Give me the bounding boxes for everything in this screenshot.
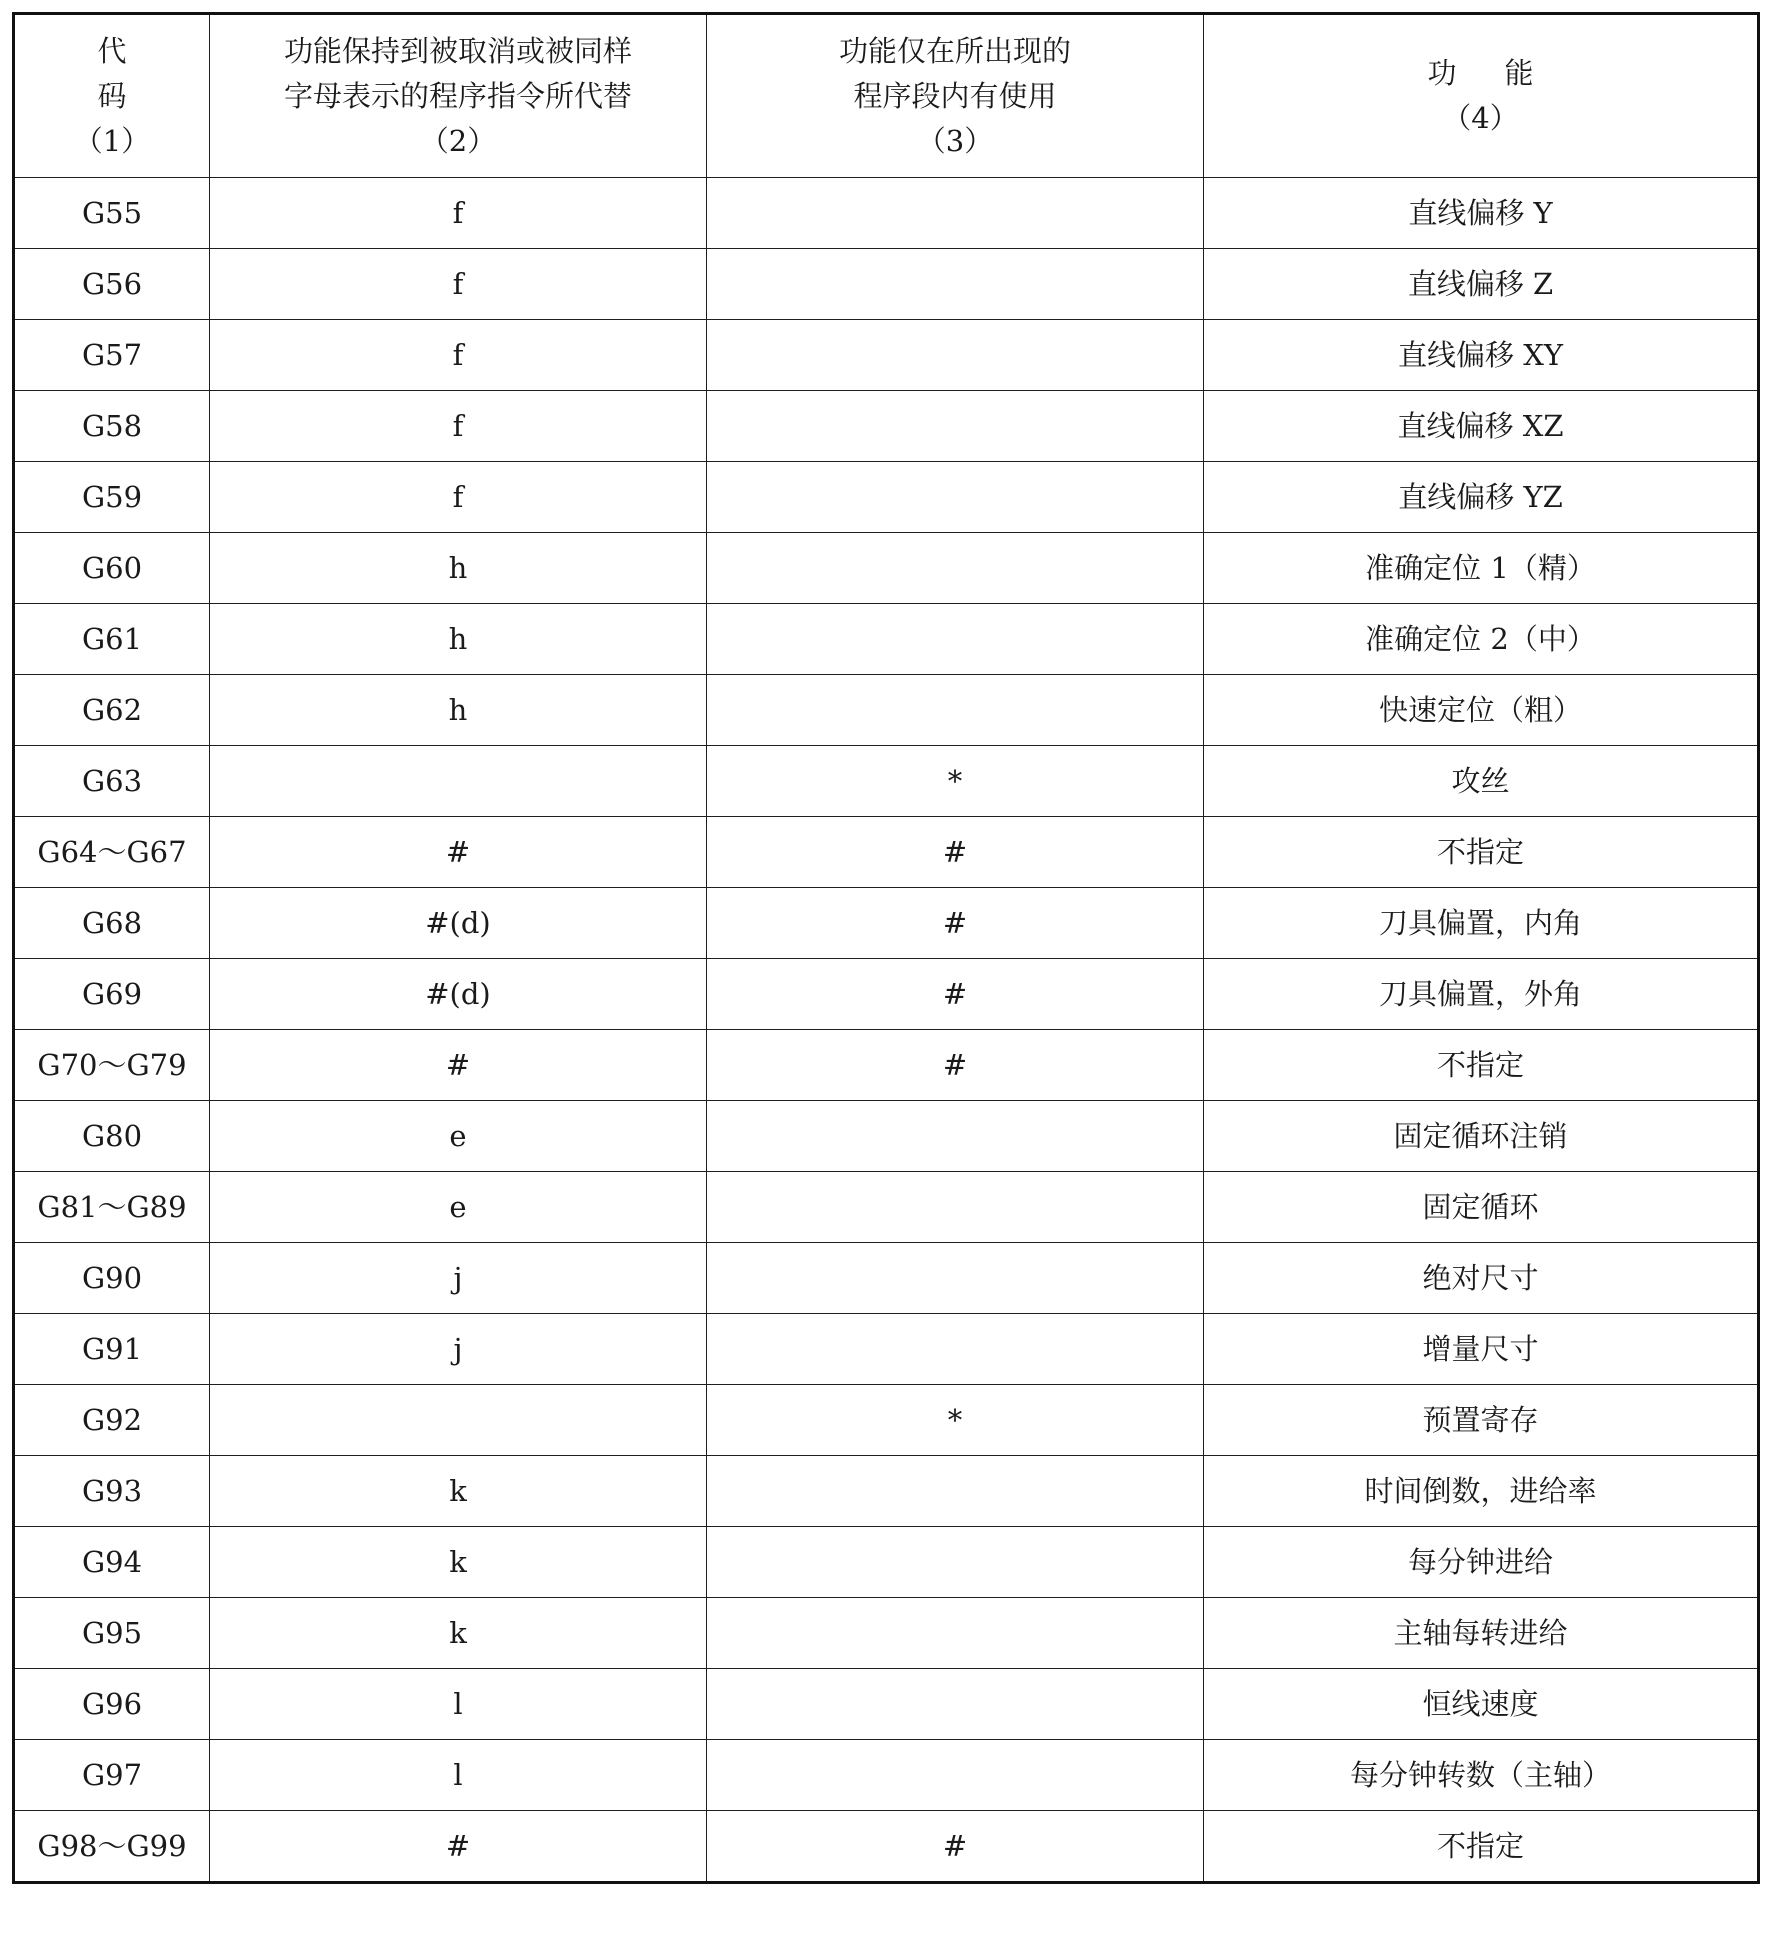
modal-group-cell: e bbox=[210, 1172, 707, 1243]
header-modal-number: （2） bbox=[419, 123, 497, 158]
function-cell: 预置寄存 bbox=[1204, 1385, 1759, 1456]
table-row bbox=[14, 462, 1759, 533]
function-cell: 不指定 bbox=[1204, 817, 1759, 888]
table-row bbox=[14, 746, 1759, 817]
block-only-cell bbox=[707, 1314, 1204, 1385]
code-cell: G80 bbox=[14, 1101, 210, 1172]
header-row bbox=[14, 14, 1759, 178]
modal-group-cell: f bbox=[210, 320, 707, 391]
modal-group-cell: l bbox=[210, 1740, 707, 1811]
modal-group-cell: k bbox=[210, 1456, 707, 1527]
table-body bbox=[14, 178, 1759, 1883]
code-cell: G92 bbox=[14, 1385, 210, 1456]
code-cell: G69 bbox=[14, 959, 210, 1030]
header-block-number: （3） bbox=[916, 123, 994, 158]
modal-group-cell: # bbox=[210, 1811, 707, 1883]
code-cell: G63 bbox=[14, 746, 210, 817]
code-cell: G96 bbox=[14, 1669, 210, 1740]
header-function-title: 功能 bbox=[1427, 56, 1582, 90]
block-only-cell: # bbox=[707, 1811, 1204, 1883]
modal-group-cell bbox=[210, 1385, 707, 1456]
block-only-cell: # bbox=[707, 817, 1204, 888]
function-cell: 时间倒数，进给率 bbox=[1204, 1456, 1759, 1527]
function-cell: 主轴每转进给 bbox=[1204, 1598, 1759, 1669]
table-row bbox=[14, 1243, 1759, 1314]
code-cell: G97 bbox=[14, 1740, 210, 1811]
header-code-title: 代码 bbox=[97, 33, 175, 113]
header-modal-line2: 字母表示的程序指令所代替 bbox=[283, 78, 632, 113]
table-row bbox=[14, 959, 1759, 1030]
gcode-function-table bbox=[12, 12, 1760, 1884]
function-cell: 攻丝 bbox=[1204, 746, 1759, 817]
block-only-cell bbox=[707, 675, 1204, 746]
function-cell: 每分钟进给 bbox=[1204, 1527, 1759, 1598]
code-cell: G60 bbox=[14, 533, 210, 604]
modal-group-cell: #(d) bbox=[210, 888, 707, 959]
function-cell: 直线偏移 XY bbox=[1204, 320, 1759, 391]
block-only-cell bbox=[707, 462, 1204, 533]
block-only-cell bbox=[707, 391, 1204, 462]
modal-group-cell: h bbox=[210, 533, 707, 604]
code-cell: G58 bbox=[14, 391, 210, 462]
modal-group-cell: k bbox=[210, 1598, 707, 1669]
header-code bbox=[14, 14, 210, 178]
function-cell: 直线偏移 YZ bbox=[1204, 462, 1759, 533]
header-function-number: （4） bbox=[1442, 101, 1519, 135]
block-only-cell: * bbox=[707, 746, 1204, 817]
function-cell: 固定循环 bbox=[1204, 1172, 1759, 1243]
table-row bbox=[14, 1527, 1759, 1598]
function-cell: 直线偏移 Y bbox=[1204, 178, 1759, 249]
table-row bbox=[14, 888, 1759, 959]
block-only-cell bbox=[707, 1243, 1204, 1314]
table-row bbox=[14, 1740, 1759, 1811]
code-cell: G98～G99 bbox=[14, 1811, 210, 1883]
table-row bbox=[14, 391, 1759, 462]
code-cell: G56 bbox=[14, 249, 210, 320]
block-only-cell: # bbox=[707, 1030, 1204, 1101]
block-only-cell bbox=[707, 1740, 1204, 1811]
modal-group-cell: h bbox=[210, 675, 707, 746]
function-cell: 增量尺寸 bbox=[1204, 1314, 1759, 1385]
table-row bbox=[14, 1385, 1759, 1456]
block-only-cell bbox=[707, 533, 1204, 604]
table-row bbox=[14, 1172, 1759, 1243]
function-cell: 恒线速度 bbox=[1204, 1669, 1759, 1740]
code-cell: G57 bbox=[14, 320, 210, 391]
header-modal bbox=[210, 14, 707, 178]
code-cell: G95 bbox=[14, 1598, 210, 1669]
table-row bbox=[14, 604, 1759, 675]
modal-group-cell: l bbox=[210, 1669, 707, 1740]
table-row bbox=[14, 1314, 1759, 1385]
code-cell: G62 bbox=[14, 675, 210, 746]
function-cell: 每分钟转数（主轴） bbox=[1204, 1740, 1759, 1811]
table-row bbox=[14, 675, 1759, 746]
function-cell: 固定循环注销 bbox=[1204, 1101, 1759, 1172]
modal-group-cell: h bbox=[210, 604, 707, 675]
modal-group-cell: e bbox=[210, 1101, 707, 1172]
block-only-cell bbox=[707, 1527, 1204, 1598]
table-row bbox=[14, 1669, 1759, 1740]
code-cell: G91 bbox=[14, 1314, 210, 1385]
modal-group-cell bbox=[210, 746, 707, 817]
function-cell: 刀具偏置，外角 bbox=[1204, 959, 1759, 1030]
function-cell: 准确定位 2（中） bbox=[1204, 604, 1759, 675]
table-row bbox=[14, 1598, 1759, 1669]
modal-group-cell: j bbox=[210, 1314, 707, 1385]
table-header bbox=[14, 14, 1759, 178]
table-row bbox=[14, 178, 1759, 249]
header-block-only bbox=[707, 14, 1204, 178]
header-modal-line1: 功能保持到被取消或被同样 bbox=[283, 33, 632, 68]
modal-group-cell: j bbox=[210, 1243, 707, 1314]
block-only-cell bbox=[707, 1669, 1204, 1740]
table-row bbox=[14, 1030, 1759, 1101]
modal-group-cell: f bbox=[210, 462, 707, 533]
block-only-cell bbox=[707, 1101, 1204, 1172]
header-function bbox=[1204, 14, 1759, 178]
function-cell: 不指定 bbox=[1204, 1811, 1759, 1883]
function-cell: 刀具偏置，内角 bbox=[1204, 888, 1759, 959]
code-cell: G61 bbox=[14, 604, 210, 675]
table-row bbox=[14, 817, 1759, 888]
table-row bbox=[14, 1456, 1759, 1527]
header-code-number: （1） bbox=[73, 123, 151, 158]
block-only-cell bbox=[707, 178, 1204, 249]
function-cell: 绝对尺寸 bbox=[1204, 1243, 1759, 1314]
modal-group-cell: f bbox=[210, 391, 707, 462]
modal-group-cell: # bbox=[210, 1030, 707, 1101]
function-cell: 直线偏移 Z bbox=[1204, 249, 1759, 320]
block-only-cell bbox=[707, 1456, 1204, 1527]
code-cell: G94 bbox=[14, 1527, 210, 1598]
code-cell: G55 bbox=[14, 178, 210, 249]
block-only-cell: # bbox=[707, 959, 1204, 1030]
block-only-cell bbox=[707, 1598, 1204, 1669]
function-cell: 准确定位 1（精） bbox=[1204, 533, 1759, 604]
code-cell: G68 bbox=[14, 888, 210, 959]
block-only-cell: * bbox=[707, 1385, 1204, 1456]
table-row bbox=[14, 320, 1759, 391]
modal-group-cell: # bbox=[210, 817, 707, 888]
block-only-cell bbox=[707, 249, 1204, 320]
table-row bbox=[14, 1101, 1759, 1172]
modal-group-cell: k bbox=[210, 1527, 707, 1598]
code-cell: G93 bbox=[14, 1456, 210, 1527]
code-cell: G59 bbox=[14, 462, 210, 533]
table-row bbox=[14, 249, 1759, 320]
code-cell: G70～G79 bbox=[14, 1030, 210, 1101]
block-only-cell bbox=[707, 604, 1204, 675]
modal-group-cell: f bbox=[210, 178, 707, 249]
function-cell: 直线偏移 XZ bbox=[1204, 391, 1759, 462]
function-cell: 不指定 bbox=[1204, 1030, 1759, 1101]
function-cell: 快速定位（粗） bbox=[1204, 675, 1759, 746]
table-row bbox=[14, 1811, 1759, 1883]
block-only-cell bbox=[707, 320, 1204, 391]
code-cell: G64～G67 bbox=[14, 817, 210, 888]
code-cell: G90 bbox=[14, 1243, 210, 1314]
code-cell: G81～G89 bbox=[14, 1172, 210, 1243]
modal-group-cell: #(d) bbox=[210, 959, 707, 1030]
table-row bbox=[14, 533, 1759, 604]
header-block-line1: 功能仅在所出现的 bbox=[838, 33, 1071, 68]
header-block-line2: 程序段内有使用 bbox=[853, 78, 1057, 113]
block-only-cell: # bbox=[707, 888, 1204, 959]
modal-group-cell: f bbox=[210, 249, 707, 320]
block-only-cell bbox=[707, 1172, 1204, 1243]
